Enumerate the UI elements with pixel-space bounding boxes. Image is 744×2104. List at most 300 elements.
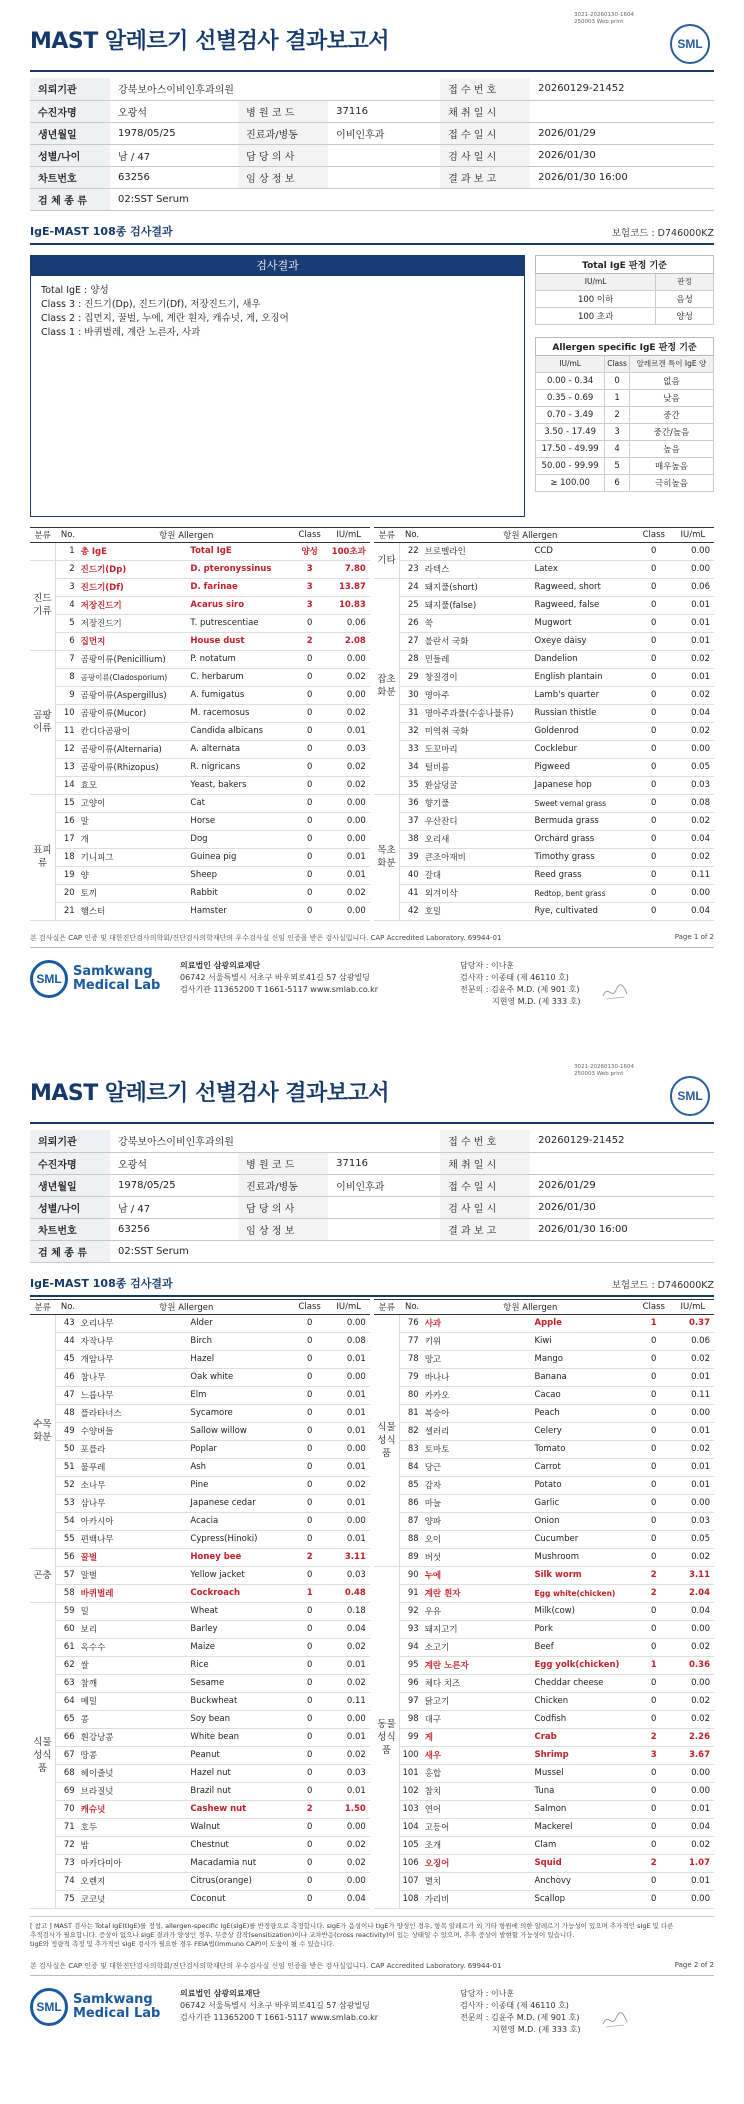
info-value-hosp-code: 37116 — [328, 100, 440, 122]
allergen-iu-value: 0.01 — [328, 1782, 370, 1800]
allergen-row — [30, 1872, 714, 1890]
allergen-name-en: Anchovy — [534, 1872, 635, 1890]
allergen-number: 3 — [55, 578, 80, 596]
info-value-org: 강북보아스이비인후과의원 — [110, 1130, 440, 1152]
allergen-row — [30, 1440, 714, 1458]
allergen-name-ko: 체다 치즈 — [425, 1674, 535, 1692]
criteria-row — [536, 372, 714, 389]
allergen-iu-value: 0.01 — [328, 1458, 370, 1476]
cap-note: 본 검사실은 CAP 인증 및 대한진단검사의학회/진단검사의학재단의 우수검사실 신임 인증을 받은 검사실입니다. CAP Accredited Laboratory. 69944-01 — [30, 1961, 502, 1970]
allergen-iu-value: 0.04 — [672, 1818, 714, 1836]
allergen-name-ko: 셀러리 — [425, 1422, 535, 1440]
allergen-iu-value: 0.01 — [672, 632, 714, 650]
criteria-cell: 4 — [605, 440, 630, 457]
allergen-row — [30, 686, 714, 704]
criteria-cell: ≥ 100.00 — [536, 474, 605, 491]
allergen-class: 0 — [636, 884, 672, 902]
print-stamp-mode: 250003 Web print — [574, 1071, 624, 1077]
result-line: Total IgE : 양성 — [41, 284, 109, 296]
allergen-name-ko: 명아주과풀(수송나물류) — [425, 704, 535, 722]
info-label: 수진자명 — [30, 1152, 110, 1174]
title-divider — [30, 70, 714, 72]
allergen-iu-value: 0.08 — [672, 794, 714, 812]
column-gap — [370, 1872, 374, 1890]
allergen-group-label: 수목화분 — [30, 1314, 55, 1548]
allergen-name-en: Yellow jacket — [190, 1566, 291, 1584]
criteria-cell: 중간/높음 — [629, 423, 713, 440]
allergen-group-label: 동물성식품 — [374, 1566, 399, 1908]
allergen-row — [30, 1692, 714, 1710]
allergen-number: 27 — [399, 632, 424, 650]
column-header-no: No. — [399, 527, 424, 542]
allergen-name-en: Apple — [534, 1314, 635, 1332]
allergen-row — [30, 1764, 714, 1782]
allergen-iu-value: 2.04 — [672, 1584, 714, 1602]
allergen-name-ko: 키위 — [425, 1332, 535, 1350]
page-number: Page 1 of 2 — [674, 932, 714, 941]
info-value-collect — [530, 1152, 714, 1174]
allergen-row — [30, 542, 714, 560]
allergen-name-en: Reed grass — [534, 866, 635, 884]
allergen-name-en: Cheddar cheese — [534, 1674, 635, 1692]
info-label: 검 사 일 시 — [440, 144, 530, 166]
allergen-number: 106 — [399, 1854, 424, 1872]
allergen-name-ko: 토끼 — [81, 884, 191, 902]
allergen-class: 0 — [636, 758, 672, 776]
column-gap — [370, 1602, 374, 1620]
allergen-group-label: 식물성식품 — [30, 1602, 55, 1908]
allergen-iu-value: 0.01 — [672, 614, 714, 632]
allergen-number: 1 — [55, 542, 80, 560]
allergen-number: 64 — [55, 1692, 80, 1710]
allergen-row — [30, 902, 714, 920]
allergen-number: 75 — [55, 1890, 80, 1908]
signature-icon — [600, 982, 630, 1002]
lab-footer — [30, 960, 714, 1008]
allergen-name-en: Potato — [534, 1476, 635, 1494]
specific-ige-criteria-title: Allergen specific IgE 판정 기준 — [536, 337, 714, 355]
info-label: 성별/나이 — [30, 1196, 110, 1218]
allergen-name-en: Egg yolk(chicken) — [534, 1656, 635, 1674]
allergen-number: 17 — [55, 830, 80, 848]
allergen-class: 2 — [292, 1548, 328, 1566]
allergen-name-en: Mango — [534, 1350, 635, 1368]
info-label: 담 당 의 사 — [238, 144, 328, 166]
allergen-name-en: Kiwi — [534, 1332, 635, 1350]
column-header-group: 분류 — [30, 527, 55, 542]
allergen-iu-value: 0.03 — [672, 1512, 714, 1530]
allergen-name-ko: 진드기(Df) — [81, 578, 191, 596]
allergen-number: 62 — [55, 1656, 80, 1674]
allergen-class: 0 — [636, 1782, 672, 1800]
allergen-number: 35 — [399, 776, 424, 794]
info-value-collect — [530, 100, 714, 122]
info-label: 임 상 정 보 — [238, 1218, 328, 1240]
allergen-number: 48 — [55, 1404, 80, 1422]
column-header-iu: IU/mL — [672, 527, 714, 542]
allergen-row — [30, 1746, 714, 1764]
allergen-number: 100 — [399, 1746, 424, 1764]
allergen-group-label: 진드기류 — [30, 560, 55, 650]
info-row — [30, 78, 714, 100]
allergen-class: 0 — [636, 1512, 672, 1530]
allergen-number: 101 — [399, 1764, 424, 1782]
allergen-row — [30, 722, 714, 740]
allergen-name-en: Walnut — [190, 1818, 291, 1836]
staff-line: 검사자 : 이종태 (제 46110 호) — [460, 2000, 569, 2010]
note-line: tIgE와 정량적 측정 및 추가적인 sIgE 검사가 필요한 경우 FEIA법(Immuno CAP)이 도움이 될 수 있습니다. — [30, 1939, 335, 1948]
info-label: 차트번호 — [30, 1218, 110, 1240]
allergen-group-label — [30, 542, 55, 560]
note-line: [ 참고 ] MAST 검사는 Total IgE(tIgE)를 정성, allergen-specific IgE(sIgE)를 반정량으로 측정합니다. sIgE가 음성이나 tIgE가 양성인 경우, 항목 알레르기 외 기타 항원에 의한 알레르기 가능성이 있으며 추가적인 sIgE 및 다른 — [30, 1921, 674, 1930]
info-value-recv-date: 2026/01/29 — [530, 1174, 714, 1196]
allergen-name-ko: 곰팡이류(Mucor) — [81, 704, 191, 722]
column-header-iu: IU/mL — [328, 1299, 370, 1314]
allergen-class: 0 — [636, 1710, 672, 1728]
allergen-name-ko: 소고기 — [425, 1638, 535, 1656]
allergen-number: 59 — [55, 1602, 80, 1620]
report-header — [30, 1052, 714, 1130]
print-stamp-id: 3021-20260130-1604 — [574, 12, 634, 18]
allergen-name-en: Rice — [190, 1656, 291, 1674]
allergen-name-en: Birch — [190, 1332, 291, 1350]
allergen-class: 0 — [292, 1404, 328, 1422]
allergen-name-ko: 게 — [425, 1728, 535, 1746]
allergen-number: 42 — [399, 902, 424, 920]
allergen-class: 0 — [636, 1800, 672, 1818]
logo-name-line: Medical Lab — [73, 2005, 161, 2021]
allergen-group-label: 잡초화분 — [374, 578, 399, 794]
allergen-name-en: Silk worm — [534, 1566, 635, 1584]
allergen-row — [30, 1584, 714, 1602]
allergen-name-en: Horse — [190, 812, 291, 830]
column-gap — [370, 830, 374, 848]
allergen-class: 0 — [636, 578, 672, 596]
allergen-name-ko: 곰팡이류(Aspergillus) — [81, 686, 191, 704]
allergen-name-ko: 곰팡이류(Rhizopus) — [81, 758, 191, 776]
column-gap — [370, 1746, 374, 1764]
allergen-iu-value: 0.02 — [328, 1476, 370, 1494]
allergen-iu-value: 0.05 — [672, 758, 714, 776]
allergen-iu-value: 0.00 — [328, 1512, 370, 1530]
allergen-name-ko: 오리새 — [425, 830, 535, 848]
lab-staff — [460, 960, 714, 1008]
allergen-name-en: A. alternata — [190, 740, 291, 758]
sml-logo-icon: SML — [670, 24, 710, 64]
allergen-name-ko: 브로멜라인 — [425, 542, 535, 560]
allergen-row — [30, 1782, 714, 1800]
allergen-class: 0 — [292, 1602, 328, 1620]
allergen-name-en: Sycamore — [190, 1404, 291, 1422]
allergen-number: 73 — [55, 1854, 80, 1872]
allergen-class: 0 — [292, 758, 328, 776]
sml-logo-mark-icon: SML — [30, 960, 68, 998]
allergen-class: 0 — [636, 614, 672, 632]
lab-street: 06742 서울특별시 서초구 바우뫼로41길 57 삼광빌딩 — [180, 972, 370, 982]
allergen-class: 0 — [292, 668, 328, 686]
allergen-number: 94 — [399, 1638, 424, 1656]
allergen-header-row — [30, 527, 714, 542]
column-gap — [370, 1548, 374, 1566]
allergen-class: 0 — [636, 668, 672, 686]
allergen-class: 0 — [636, 596, 672, 614]
allergen-name-ko: 밤 — [81, 1836, 191, 1854]
allergen-name-ko: 계란 노른자 — [425, 1656, 535, 1674]
info-value-dept: 이비인후과 — [328, 122, 440, 144]
allergen-iu-value: 0.02 — [672, 848, 714, 866]
info-row — [30, 1240, 714, 1262]
allergen-name-en: Brazil nut — [190, 1782, 291, 1800]
allergen-class: 0 — [636, 1440, 672, 1458]
allergen-number: 57 — [55, 1566, 80, 1584]
logo-text — [73, 1993, 160, 2021]
allergen-name-en: White bean — [190, 1728, 291, 1746]
info-label: 생년월일 — [30, 1174, 110, 1196]
column-gap — [370, 1782, 374, 1800]
allergen-class: 0 — [292, 902, 328, 920]
allergen-class: 0 — [292, 1386, 328, 1404]
allergen-name-en: Carrot — [534, 1458, 635, 1476]
info-label: 검 체 종 류 — [30, 188, 110, 210]
allergen-iu-value: 0.02 — [328, 704, 370, 722]
allergen-class: 0 — [292, 1512, 328, 1530]
info-label: 결 과 보 고 — [440, 1218, 530, 1240]
allergen-iu-value: 0.00 — [328, 1440, 370, 1458]
allergen-iu-value: 0.01 — [672, 668, 714, 686]
allergen-iu-value: 0.08 — [328, 1332, 370, 1350]
allergen-number: 56 — [55, 1548, 80, 1566]
allergen-iu-value: 0.01 — [672, 1872, 714, 1890]
column-gap — [370, 1818, 374, 1836]
allergen-number: 52 — [55, 1476, 80, 1494]
allergen-iu-value: 0.48 — [328, 1584, 370, 1602]
allergen-name-ko: 오징어 — [425, 1854, 535, 1872]
allergen-group-label: 표피류 — [30, 794, 55, 920]
column-gap — [370, 1800, 374, 1818]
allergen-iu-value: 0.01 — [328, 1350, 370, 1368]
allergen-name-en: Tuna — [534, 1782, 635, 1800]
allergen-class: 0 — [636, 812, 672, 830]
column-gap — [370, 1638, 374, 1656]
allergen-name-ko: 기니피그 — [81, 848, 191, 866]
allergen-class: 3 — [292, 578, 328, 596]
allergen-name-en: Tomato — [534, 1440, 635, 1458]
allergen-name-ko: 개암나무 — [81, 1350, 191, 1368]
allergen-name-en: Pork — [534, 1620, 635, 1638]
criteria-cell: 0.70 - 3.49 — [536, 406, 605, 423]
allergen-number: 60 — [55, 1620, 80, 1638]
patient-info-table — [30, 78, 714, 211]
allergen-name-en: Poplar — [190, 1440, 291, 1458]
allergen-name-en: Ash — [190, 1458, 291, 1476]
staff-line: 전문의 : 김윤주 M.D. (제 901 호) — [460, 2012, 580, 2022]
criteria-cell: 100 이하 — [536, 290, 656, 307]
criteria-cell: 0.35 - 0.69 — [536, 389, 605, 406]
allergen-row — [30, 614, 714, 632]
allergen-group-label: 기타 — [374, 542, 399, 578]
allergen-row — [30, 1494, 714, 1512]
allergen-class: 0 — [636, 1890, 672, 1908]
allergen-number: 50 — [55, 1440, 80, 1458]
allergen-name-ko: 도꼬마리 — [425, 740, 535, 758]
total-ige-criteria-table — [535, 255, 714, 325]
allergen-class: 0 — [292, 1764, 328, 1782]
allergen-number: 71 — [55, 1818, 80, 1836]
column-gap — [370, 1854, 374, 1872]
allergen-iu-value: 0.02 — [672, 650, 714, 668]
allergen-name-ko: 진드기(Dp) — [81, 560, 191, 578]
allergen-number: 8 — [55, 668, 80, 686]
allergen-number: 55 — [55, 1530, 80, 1548]
column-gap — [370, 1584, 374, 1602]
column-header-no: No. — [55, 527, 80, 542]
allergen-row — [30, 1800, 714, 1818]
allergen-name-ko: 새우 — [425, 1746, 535, 1764]
allergen-name-en: Peanut — [190, 1746, 291, 1764]
allergen-iu-value: 0.02 — [672, 1710, 714, 1728]
info-value-dob: 1978/05/25 — [110, 1174, 238, 1196]
allergen-class: 0 — [292, 1620, 328, 1638]
allergen-name-ko: 개 — [81, 830, 191, 848]
allergen-iu-value: 0.00 — [328, 650, 370, 668]
allergen-row — [30, 1458, 714, 1476]
allergen-class: 0 — [636, 902, 672, 920]
allergen-class: 0 — [636, 632, 672, 650]
allergen-row — [30, 758, 714, 776]
column-gap — [370, 722, 374, 740]
allergen-class: 0 — [636, 776, 672, 794]
criteria-cell: 낮음 — [629, 389, 713, 406]
allergen-class: 0 — [292, 722, 328, 740]
allergen-number: 81 — [399, 1404, 424, 1422]
allergen-number: 16 — [55, 812, 80, 830]
info-label: 접 수 일 시 — [440, 122, 530, 144]
allergen-class: 0 — [292, 1854, 328, 1872]
allergen-name-ko: 메밀 — [81, 1692, 191, 1710]
allergen-iu-value: 0.02 — [672, 812, 714, 830]
criteria-cell: 음성 — [656, 290, 714, 307]
allergen-class: 0 — [292, 1728, 328, 1746]
allergen-iu-value: 0.02 — [672, 1548, 714, 1566]
allergen-class: 0 — [636, 1368, 672, 1386]
staff-line: 담당자 : 이나훈 — [460, 960, 515, 970]
allergen-number: 21 — [55, 902, 80, 920]
sml-logo-icon: SML — [670, 1076, 710, 1116]
allergen-class: 0 — [636, 1494, 672, 1512]
criteria-cell: 100 초과 — [536, 307, 656, 324]
allergen-class: 0 — [292, 704, 328, 722]
samkwang-logo — [30, 960, 180, 998]
allergen-number: 10 — [55, 704, 80, 722]
allergen-name-en: Coconut — [190, 1890, 291, 1908]
result-summary-lines — [31, 276, 524, 348]
allergen-class: 0 — [292, 1890, 328, 1908]
allergen-name-ko: 향기풀 — [425, 794, 535, 812]
staff-line: 검사자 : 이종태 (제 46110 호) — [460, 972, 569, 982]
allergen-iu-value: 0.04 — [672, 830, 714, 848]
allergen-class: 0 — [636, 866, 672, 884]
allergen-number: 99 — [399, 1728, 424, 1746]
column-gap — [370, 1890, 374, 1908]
allergen-name-ko: 홍합 — [425, 1764, 535, 1782]
allergen-class: 0 — [636, 560, 672, 578]
allergen-iu-value: 0.02 — [328, 1638, 370, 1656]
allergen-iu-value: 0.01 — [672, 1458, 714, 1476]
allergen-name-en: P. notatum — [190, 650, 291, 668]
allergen-iu-value: 0.01 — [328, 1656, 370, 1674]
allergen-name-en: Acacia — [190, 1512, 291, 1530]
allergen-class: 0 — [636, 1818, 672, 1836]
column-gap — [370, 686, 374, 704]
allergen-name-en: Russian thistle — [534, 704, 635, 722]
allergen-name-en: Guinea pig — [190, 848, 291, 866]
column-gap — [370, 1332, 374, 1350]
print-stamp-id: 3021-20260130-1604 — [574, 1064, 634, 1070]
allergen-name-en: Bermuda grass — [534, 812, 635, 830]
allergen-name-ko: 버섯 — [425, 1548, 535, 1566]
info-value-report: 2026/01/30 16:00 — [530, 1218, 714, 1240]
info-row — [30, 144, 714, 166]
allergen-class: 0 — [636, 1638, 672, 1656]
allergen-name-en: Candida albicans — [190, 722, 291, 740]
column-header-no: No. — [55, 1299, 80, 1314]
column-gap — [370, 704, 374, 722]
allergen-class: 0 — [292, 1710, 328, 1728]
allergen-number: 72 — [55, 1836, 80, 1854]
allergen-name-ko: 닭고기 — [425, 1692, 535, 1710]
allergen-class: 0 — [292, 1674, 328, 1692]
allergen-iu-value: 0.00 — [672, 884, 714, 902]
allergen-name-ko: 브라질넛 — [81, 1782, 191, 1800]
allergen-row — [30, 1386, 714, 1404]
allergen-class: 0 — [292, 1746, 328, 1764]
sml-logo-mark-icon: SML — [30, 1988, 68, 2026]
info-label: 생년월일 — [30, 122, 110, 144]
allergen-name-ko: 효모 — [81, 776, 191, 794]
allergen-name-en: Lamb's quarter — [534, 686, 635, 704]
column-header-class: Class — [292, 527, 328, 542]
allergen-name-ko: 꿀벌 — [81, 1548, 191, 1566]
allergen-name-en: Pine — [190, 1476, 291, 1494]
column-gap — [370, 596, 374, 614]
criteria-cell: 높음 — [629, 440, 713, 457]
allergen-class: 0 — [636, 1548, 672, 1566]
allergen-class: 0 — [636, 542, 672, 560]
allergen-name-en: Celery — [534, 1422, 635, 1440]
column-header-iu: IU/mL — [672, 1299, 714, 1314]
info-value-chart: 63256 — [110, 1218, 238, 1240]
allergen-class: 0 — [292, 1656, 328, 1674]
allergen-class: 0 — [292, 1494, 328, 1512]
allergen-class: 0 — [292, 686, 328, 704]
allergen-name-en: Soy bean — [190, 1710, 291, 1728]
allergen-class: 0 — [292, 614, 328, 632]
info-row — [30, 122, 714, 144]
allergen-iu-value: 0.01 — [328, 1422, 370, 1440]
allergen-iu-value: 0.02 — [672, 722, 714, 740]
allergen-number: 90 — [399, 1566, 424, 1584]
allergen-name-ko: 땅콩 — [81, 1746, 191, 1764]
print-stamp — [574, 12, 634, 26]
allergen-row — [30, 1404, 714, 1422]
criteria-cell: 0 — [605, 372, 630, 389]
allergen-number: 33 — [399, 740, 424, 758]
allergen-row — [30, 1566, 714, 1584]
allergen-name-en: C. herbarum — [190, 668, 291, 686]
allergen-class: 0 — [292, 1818, 328, 1836]
allergen-class: 0 — [636, 1476, 672, 1494]
allergen-results-table — [30, 1299, 714, 1909]
